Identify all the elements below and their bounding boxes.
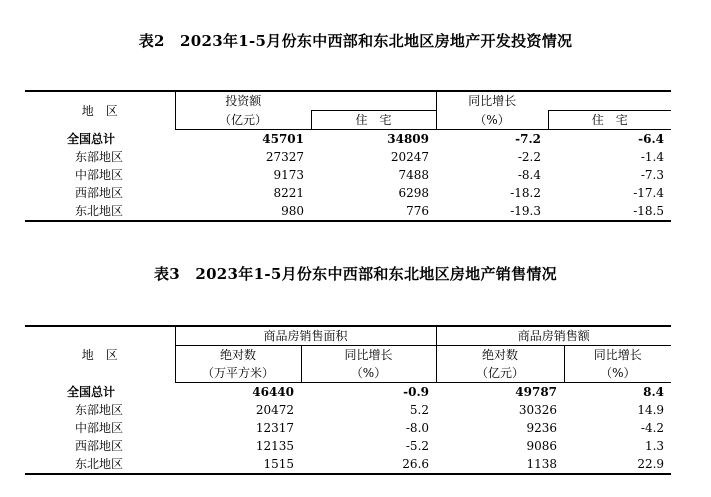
table2-cell-investment: 9173 xyxy=(273,168,304,182)
table3-header-sales-absolute: 绝对数 xyxy=(436,346,564,365)
table3-cell-area-yoy: -0.9 xyxy=(403,385,430,399)
table3-cell-sales-yoy: 14.9 xyxy=(637,403,665,417)
table2-row xyxy=(25,148,671,166)
table2-cell-investment: 27327 xyxy=(265,150,304,164)
table3-title: 表3 2023年1-5月份东中西部和东北地区房地产销售情况 xyxy=(154,265,557,283)
table2-cell-residential: 6298 xyxy=(398,186,429,200)
table2-cell-region: 东北地区 xyxy=(75,204,124,218)
table3-cell-sales-yoy: 8.4 xyxy=(643,385,665,399)
table2-cell-region: 中部地区 xyxy=(75,168,124,182)
table3-cell-area: 46440 xyxy=(252,385,294,399)
table2-row xyxy=(25,184,671,202)
table3-header-sales-yoy: 同比增长 xyxy=(564,346,671,365)
table2-cell-residential: 20247 xyxy=(390,150,429,164)
table3-row xyxy=(25,455,671,474)
table3-header-sales-yoy-unit: （%） xyxy=(564,364,671,383)
table2-header-investment: 投资额 xyxy=(175,91,311,111)
table3-cell-sales-yoy: -4.2 xyxy=(640,421,665,435)
table3-cell-region: 西部地区 xyxy=(75,439,124,453)
table2-cell-region: 全国总计 xyxy=(67,131,116,146)
table2-cell-yoy-residential: -1.4 xyxy=(640,150,664,164)
table2-cell-residential: 7488 xyxy=(398,168,429,182)
table3-sales xyxy=(25,325,671,475)
table3-header-sales: 商品房销售额 xyxy=(436,326,671,346)
table3-cell-area-yoy: -5.2 xyxy=(405,439,430,453)
table2-investment xyxy=(25,90,671,222)
table3-row xyxy=(25,437,671,455)
table2-cell-residential: 34809 xyxy=(387,132,429,146)
table2-cell-region: 东部地区 xyxy=(75,150,124,164)
table3-header-area-yoy-unit: （%） xyxy=(301,364,436,383)
table3-cell-area: 12317 xyxy=(255,421,294,435)
table3-cell-region: 中部地区 xyxy=(75,421,124,435)
table2-header-yoy: 同比增长 xyxy=(436,91,548,111)
table3-header-area-absolute: 绝对数 xyxy=(175,346,301,365)
table2-header-investment-unit: （亿元） xyxy=(175,111,311,130)
table2-cell-yoy-residential: -17.4 xyxy=(633,186,664,200)
table3-cell-sales: 49787 xyxy=(515,385,558,399)
table2-cell-yoy: -19.3 xyxy=(510,204,541,218)
table2-cell-yoy-residential: -7.3 xyxy=(640,168,664,182)
table2-cell-yoy: -18.2 xyxy=(510,186,541,200)
table3-cell-sales: 30326 xyxy=(518,403,558,417)
table3-cell-area-yoy: 26.6 xyxy=(402,457,430,471)
table2-cell-investment: 980 xyxy=(281,204,304,218)
table3-cell-sales: 1138 xyxy=(526,457,558,471)
table3-cell-area: 20472 xyxy=(255,403,294,417)
table2-row xyxy=(25,130,671,149)
table2-row xyxy=(25,166,671,184)
table2-row xyxy=(25,202,671,221)
table2-cell-investment: 8221 xyxy=(273,186,304,200)
table3-cell-region: 东北地区 xyxy=(75,457,124,471)
table2-cell-yoy-residential: -6.4 xyxy=(638,132,664,146)
table3-cell-sales: 9086 xyxy=(526,439,558,453)
table3-header-sales-unit: （亿元） xyxy=(436,364,564,383)
table3-cell-sales-yoy: 1.3 xyxy=(644,439,665,453)
table2-header-region: 地 区 xyxy=(81,103,118,118)
table3-cell-area-yoy: 5.2 xyxy=(409,403,430,417)
table3-cell-area: 12135 xyxy=(255,439,294,453)
table3-row xyxy=(25,401,671,419)
table3-header-area-unit: （万平方米） xyxy=(175,364,301,383)
table3-cell-area-yoy: -8.0 xyxy=(405,421,430,435)
table2-cell-region: 西部地区 xyxy=(75,186,124,200)
table3-cell-region: 全国总计 xyxy=(67,384,116,399)
table2-title: 表2 2023年1-5月份东中西部和东北地区房地产开发投资情况 xyxy=(138,32,573,50)
table3-row xyxy=(25,419,671,437)
table3-cell-region: 东部地区 xyxy=(75,403,124,417)
table2-cell-residential: 776 xyxy=(406,204,429,218)
table2-cell-yoy: -7.2 xyxy=(515,132,541,146)
table2-cell-yoy-residential: -18.5 xyxy=(633,204,664,218)
table3-cell-area: 1515 xyxy=(263,457,294,471)
table3-cell-sales: 9236 xyxy=(526,421,558,435)
table2-header-yoy-unit: （%） xyxy=(436,111,548,130)
table3-header-area: 商品房销售面积 xyxy=(175,326,436,346)
table3-header-region: 地 区 xyxy=(81,347,118,362)
table2-cell-yoy: -2.2 xyxy=(517,150,541,164)
table3-cell-sales-yoy: 22.9 xyxy=(637,457,665,471)
table3-row xyxy=(25,383,671,402)
table2-cell-investment: 45701 xyxy=(262,132,304,146)
table2-header-residential: 住 宅 xyxy=(311,111,436,130)
table3-header-area-yoy: 同比增长 xyxy=(301,346,436,365)
table2-header-yoy-residential: 住 宅 xyxy=(548,111,671,130)
table2-cell-yoy: -8.4 xyxy=(517,168,541,182)
